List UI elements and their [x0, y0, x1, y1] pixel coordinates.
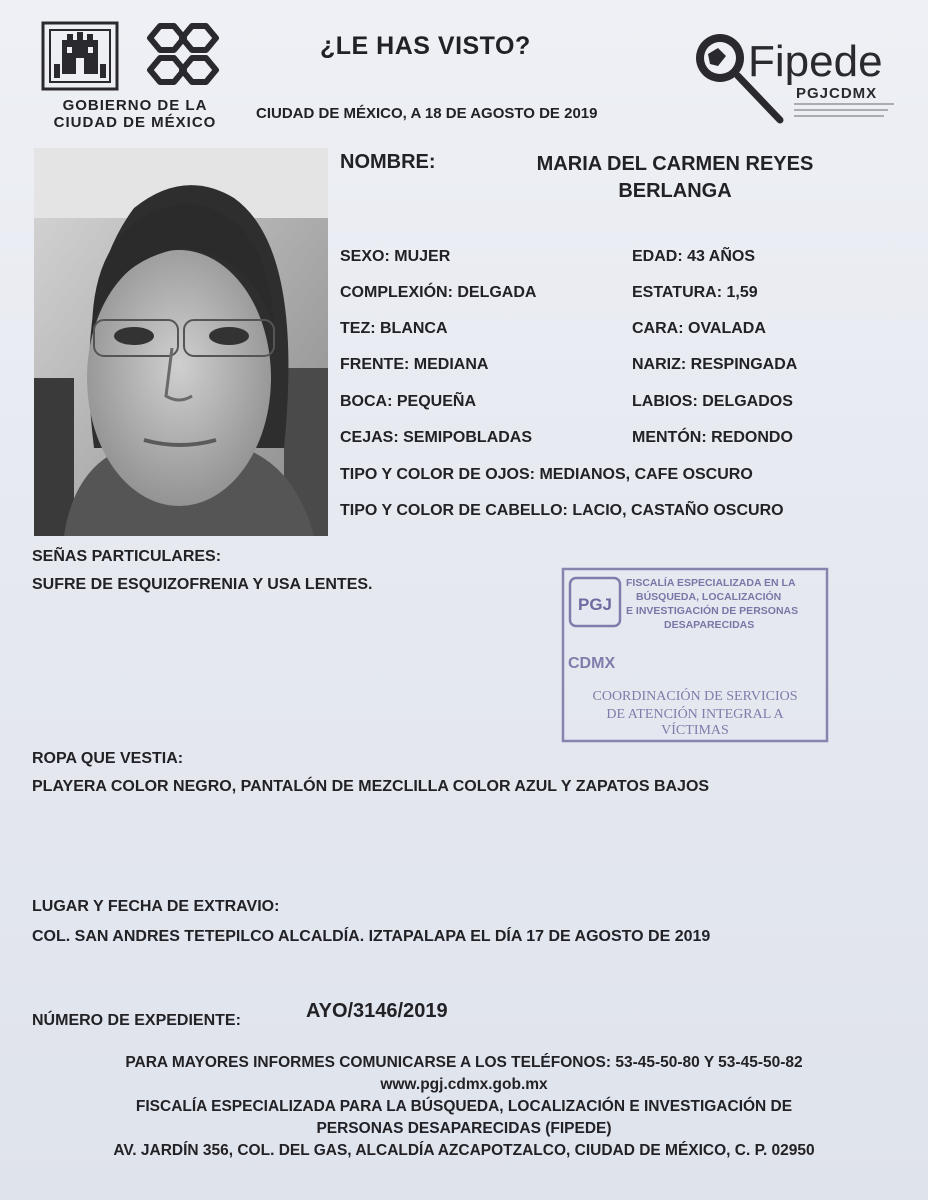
field-sexo: SEXO: MUJER — [340, 248, 451, 265]
footer-contact-info — [30, 1052, 898, 1162]
field-tez: TEZ: BLANCA — [340, 320, 448, 337]
field-cejas: CEJAS: SEMIPOBLADAS — [340, 429, 533, 446]
stamp-badge: PGJ — [577, 595, 613, 614]
dateline: CIUDAD DE MÉXICO, A 18 DE AGOSTO DE 2019 — [256, 105, 598, 122]
person-name — [480, 151, 870, 205]
senas-value: SUFRE DE ESQUIZOFRENIA Y USA LENTES. — [32, 576, 373, 593]
stamp-coord-line1: COORDINACIÓN DE SERVICIOS — [592, 689, 798, 704]
official-stamp — [560, 566, 830, 744]
cdmx-symbol-logo — [140, 18, 226, 90]
stamp-coord-line2: DE ATENCIÓN INTEGRAL A — [606, 707, 784, 722]
missing-person-photo — [34, 148, 328, 536]
footer-office-line1: FISCALÍA ESPECIALIZADA PARA LA BÚSQUEDA, LOCALIZACIÓN E INVESTIGACIÓN DE — [135, 1098, 793, 1115]
stamp-line1: FISCALÍA ESPECIALIZADA EN LA — [626, 577, 796, 589]
stamp-coord-line3: VÍCTIMAS — [661, 723, 729, 738]
stamp-line2: BÚSQUEDA, LOCALIZACIÓN — [636, 591, 782, 603]
stamp-line3: E INVESTIGACIÓN DE PERSONAS — [626, 605, 799, 617]
government-name — [40, 97, 230, 131]
footer-phones: PARA MAYORES INFORMES COMUNICARSE A LOS TELÉFONOS: 53-45-50-80 Y 53-45-50-82 — [125, 1054, 803, 1071]
field-complexion: COMPLEXIÓN: DELGADA — [340, 284, 537, 301]
government-name-line2: CIUDAD DE MÉXICO — [53, 114, 217, 131]
field-cara: CARA: OVALADA — [632, 320, 766, 337]
field-menton: MENTÓN: REDONDO — [632, 429, 793, 446]
field-frente: FRENTE: MEDIANA — [340, 356, 489, 373]
field-nariz: NARIZ: RESPINGADA — [632, 356, 798, 373]
expediente-number: AYO/3146/2019 — [306, 1000, 448, 1022]
stamp-cdmx: CDMX — [568, 655, 616, 672]
fipede-logo — [688, 24, 908, 128]
field-edad: EDAD: 43 AÑOS — [632, 248, 755, 265]
lugar-label: LUGAR Y FECHA DE EXTRAVIO: — [32, 898, 280, 915]
expediente-label: NÚMERO DE EXPEDIENTE: — [32, 1012, 241, 1029]
person-name-line1: MARIA DEL CARMEN REYES — [536, 153, 814, 175]
field-boca: BOCA: PEQUEÑA — [340, 393, 477, 410]
field-estatura: ESTATURA: 1,59 — [632, 284, 758, 301]
footer-office-line2: PERSONAS DESAPARECIDAS (FIPEDE) — [316, 1120, 612, 1137]
footer-website: www.pgj.cdmx.gob.mx — [380, 1076, 548, 1093]
ropa-label: ROPA QUE VESTIA: — [32, 750, 184, 767]
footer-address: AV. JARDÍN 356, COL. DEL GAS, ALCALDÍA AZCAPOTZALCO, CIUDAD DE MÉXICO, C. P. 02950 — [113, 1142, 815, 1159]
field-ojos: TIPO Y COLOR DE OJOS: MEDIANOS, CAFE OSCURO — [340, 466, 753, 483]
ropa-value: PLAYERA COLOR NEGRO, PANTALÓN DE MEZCLILLA COLOR AZUL Y ZAPATOS BAJOS — [32, 778, 710, 795]
name-label: NOMBRE: — [340, 151, 436, 173]
senas-label: SEÑAS PARTICULARES: — [32, 548, 222, 565]
fipede-logo-text: Fipede — [748, 37, 883, 86]
government-coat-of-arms-logo — [40, 20, 120, 92]
field-cabello: TIPO Y COLOR DE CABELLO: LACIO, CASTAÑO OSCURO — [340, 502, 784, 519]
poster-title: ¿LE HAS VISTO? — [320, 32, 531, 60]
person-name-line2: BERLANGA — [618, 180, 732, 202]
government-name-line1: GOBIERNO DE LA — [62, 97, 208, 114]
fipede-logo-subtext: PGJCDMX — [796, 85, 878, 102]
lugar-value: COL. SAN ANDRES TETEPILCO ALCALDÍA. IZTAPALAPA EL DÍA 17 DE AGOSTO DE 2019 — [32, 928, 711, 945]
stamp-line4: DESAPARECIDAS — [664, 619, 755, 631]
field-labios: LABIOS: DELGADOS — [632, 393, 793, 410]
